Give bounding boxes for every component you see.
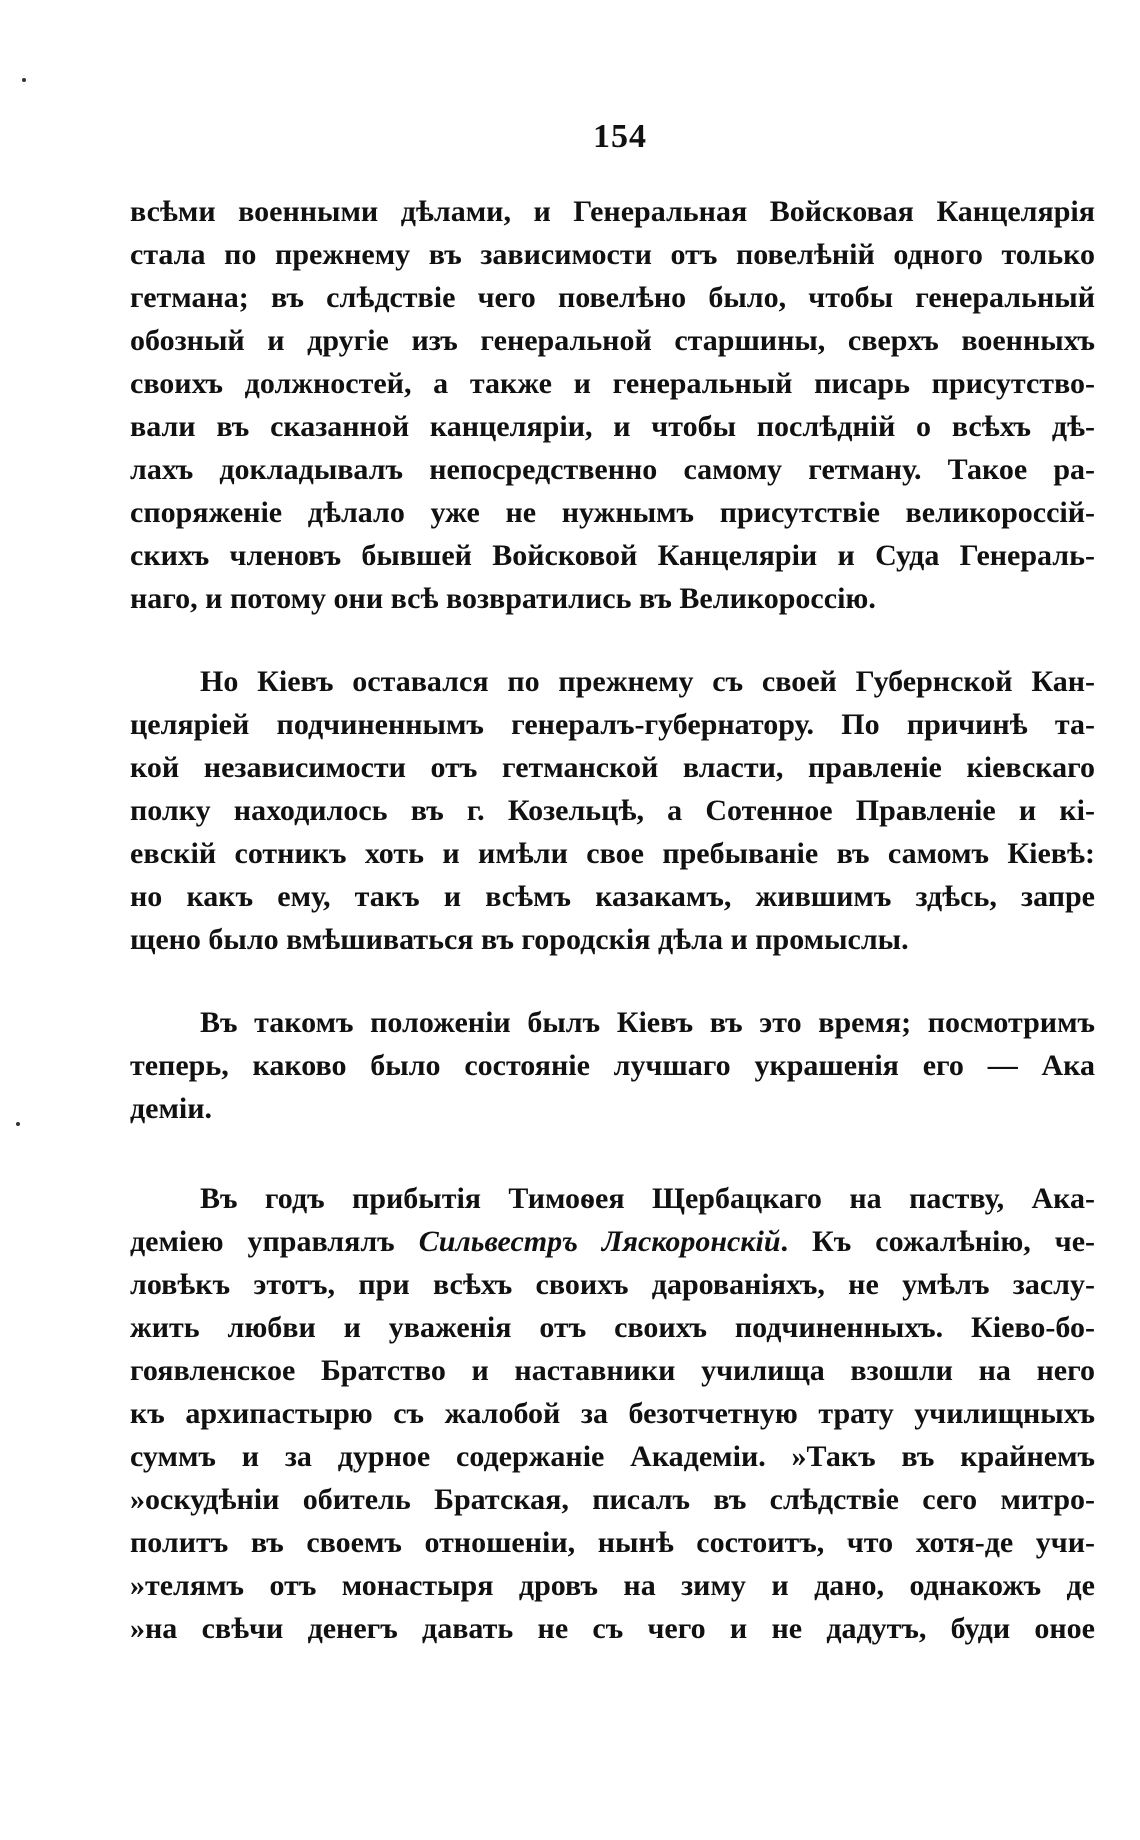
text-line bbox=[130, 1220, 1095, 1263]
scan-speck bbox=[16, 1122, 20, 1126]
text-line: Въ годъ прибытія Тимоѳея Щербацкаго на паству, Ака- bbox=[200, 1182, 1095, 1215]
scan-speck bbox=[22, 78, 26, 82]
text-line: обозный и другіе изъ генеральной старшины, сверхъ военныхъ bbox=[130, 324, 1095, 357]
text-line: кой независимости отъ гетманской власти, правленіе кіевскаго bbox=[130, 751, 1095, 784]
text-line: деміи. bbox=[130, 1092, 213, 1125]
text-line: щено было вмѣшиваться въ городскія дѣла и промыслы. bbox=[130, 923, 909, 956]
text-line: споряженіе дѣлало уже не нужнымъ присутствіе великороссій- bbox=[130, 496, 1095, 529]
text-line: наго, и потому они всѣ возвратились въ Великороссію. bbox=[130, 582, 876, 615]
text-line: ловѣкъ этотъ, при всѣхъ своихъ дарованіяхъ, не умѣлъ заслу- bbox=[130, 1268, 1095, 1301]
text-segment: деміею управлялъ bbox=[130, 1225, 419, 1258]
text-line: евскій сотникъ хоть и имѣли свое пребываніе въ самомъ Кіевѣ: bbox=[130, 837, 1095, 870]
body-text bbox=[130, 190, 1095, 1650]
text-line: лахъ докладывалъ непосредственно самому гетману. Такое ра- bbox=[130, 453, 1095, 486]
text-line: жить любви и уваженія отъ своихъ подчиненныхъ. Кіево-бо- bbox=[130, 1311, 1095, 1344]
text-line: »на свѣчи денегъ давать не съ чего и не дадутъ, буди оное bbox=[130, 1612, 1095, 1645]
text-line: полку находилось въ г. Козельцѣ, а Сотенное Правленіе и кі- bbox=[130, 794, 1095, 827]
text-line: теперь, каково было состояніе лучшаго украшенія его — Ака bbox=[130, 1049, 1095, 1082]
text-line: политъ въ своемъ отношеніи, нынѣ состоитъ, что хотя-де учи- bbox=[130, 1526, 1095, 1559]
text-line: »оскудѣніи обитель Братская, писалъ въ слѣдствіе сего митро- bbox=[130, 1483, 1095, 1516]
text-line: но какъ ему, такъ и всѣмъ казакамъ, жившимъ здѣсь, запре bbox=[130, 880, 1095, 913]
person-name: Сильвестръ Ляскоронскій bbox=[418, 1225, 781, 1258]
text-line: стала по прежнему въ зависимости отъ повелѣній одного только bbox=[130, 238, 1095, 271]
page-number: 154 bbox=[593, 118, 647, 155]
text-line: Въ такомъ положеніи былъ Кіевъ въ это время; посмотримъ bbox=[200, 1006, 1095, 1039]
paragraph-2 bbox=[130, 660, 1095, 961]
text-line: Но Кіевъ оставался по прежнему съ своей Губернской Кан- bbox=[200, 665, 1095, 698]
text-line: гоявленское Братство и наставники училища взошли на него bbox=[130, 1354, 1095, 1387]
text-line: суммъ и за дурное содержаніе Академіи. »Такъ въ крайнемъ bbox=[130, 1440, 1095, 1473]
text-line: гетмана; въ слѣдствіе чего повелѣно было, чтобы генеральный bbox=[130, 281, 1095, 314]
text-line: »телямъ отъ монастыря дровъ на зиму и дано, однакожъ де bbox=[130, 1569, 1095, 1602]
text-line: вали въ сказанной канцеляріи, и чтобы послѣдній о всѣхъ дѣ- bbox=[130, 410, 1095, 443]
text-line: своихъ должностей, а также и генеральный писарь присутство- bbox=[130, 367, 1095, 400]
text-line: къ архипастырю съ жалобой за безотчетную трату училищныхъ bbox=[130, 1397, 1095, 1430]
text-line: целяріей подчиненнымъ генералъ-губернатору. По причинѣ та- bbox=[130, 708, 1095, 741]
text-line: всѣми военными дѣлами, и Генеральная Войсковая Канцелярія bbox=[130, 195, 1095, 228]
text-line: скихъ членовъ бывшей Войсковой Канцеляріи и Суда Генераль- bbox=[130, 539, 1095, 572]
paragraph-1 bbox=[130, 190, 1095, 620]
paragraph-3 bbox=[130, 1001, 1095, 1130]
text-segment: . Къ сожалѣнію, че- bbox=[780, 1225, 1095, 1258]
paragraph-4 bbox=[130, 1177, 1095, 1650]
